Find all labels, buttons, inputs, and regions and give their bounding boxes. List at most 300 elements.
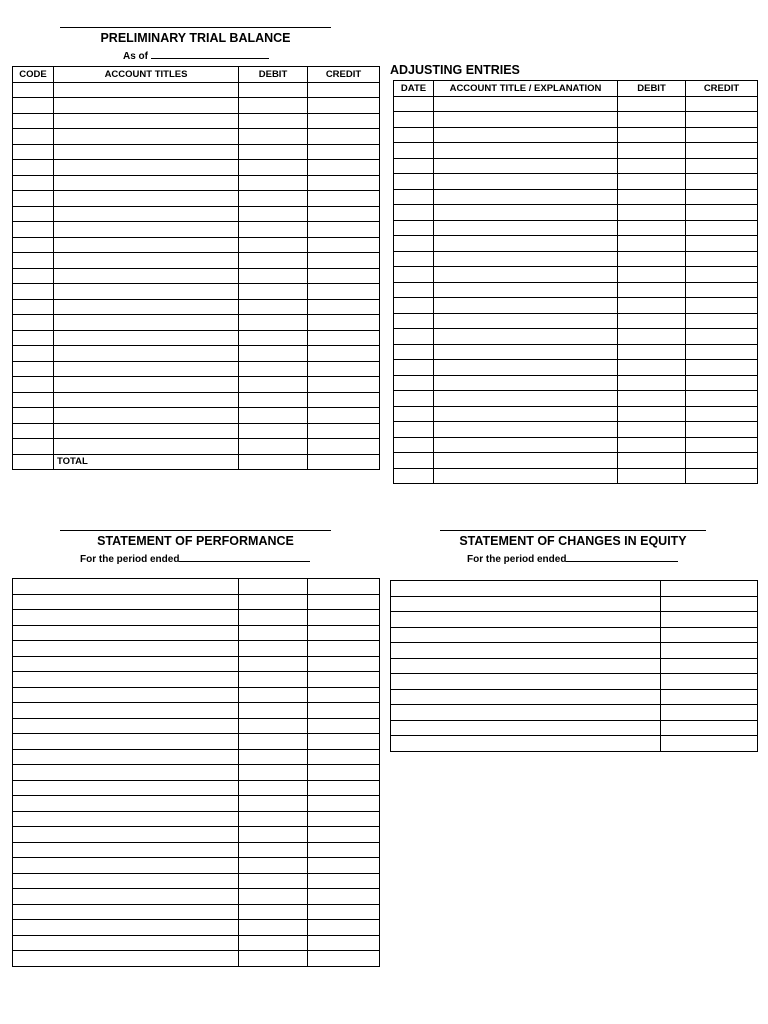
- blank-cell[interactable]: [239, 408, 308, 424]
- blank-cell[interactable]: [13, 346, 54, 362]
- blank-cell[interactable]: [13, 160, 54, 176]
- blank-cell[interactable]: [54, 113, 239, 129]
- blank-cell[interactable]: [308, 206, 380, 222]
- blank-cell[interactable]: [13, 625, 239, 641]
- blank-cell[interactable]: [618, 344, 686, 360]
- blank-cell[interactable]: [394, 313, 434, 329]
- blank-cell[interactable]: [54, 284, 239, 300]
- blank-cell[interactable]: [239, 625, 308, 641]
- blank-cell[interactable]: [618, 236, 686, 252]
- blank-cell[interactable]: [239, 811, 308, 827]
- blank-cell[interactable]: [308, 160, 380, 176]
- blank-cell[interactable]: [239, 718, 308, 734]
- blank-cell[interactable]: [661, 705, 758, 721]
- blank-cell[interactable]: [239, 439, 308, 455]
- blank-cell[interactable]: [434, 453, 618, 469]
- blank-cell[interactable]: [13, 579, 239, 595]
- blank-cell[interactable]: [54, 82, 239, 98]
- blank-cell[interactable]: [239, 454, 308, 470]
- blank-cell[interactable]: [308, 610, 380, 626]
- blank-cell[interactable]: [239, 82, 308, 98]
- blank-cell[interactable]: [239, 765, 308, 781]
- blank-cell[interactable]: [308, 330, 380, 346]
- blank-cell[interactable]: [239, 749, 308, 765]
- blank-cell[interactable]: [54, 175, 239, 191]
- blank-cell[interactable]: [308, 718, 380, 734]
- blank-cell[interactable]: [308, 175, 380, 191]
- blank-cell[interactable]: [308, 439, 380, 455]
- blank-cell[interactable]: [434, 236, 618, 252]
- blank-cell[interactable]: [661, 689, 758, 705]
- blank-cell[interactable]: [239, 330, 308, 346]
- blank-cell[interactable]: [308, 780, 380, 796]
- blank-cell[interactable]: [434, 406, 618, 422]
- blank-cell[interactable]: [239, 206, 308, 222]
- blank-cell[interactable]: [308, 734, 380, 750]
- blank-cell[interactable]: [54, 222, 239, 238]
- blank-cell[interactable]: [434, 189, 618, 205]
- blank-cell[interactable]: [13, 796, 239, 812]
- blank-cell[interactable]: [13, 222, 54, 238]
- blank-cell[interactable]: [394, 422, 434, 438]
- blank-cell[interactable]: [661, 612, 758, 628]
- blank-cell[interactable]: [308, 594, 380, 610]
- blank-cell[interactable]: [308, 113, 380, 129]
- blank-cell[interactable]: [239, 346, 308, 362]
- blank-cell[interactable]: [434, 344, 618, 360]
- blank-cell[interactable]: [13, 672, 239, 688]
- blank-cell[interactable]: [308, 377, 380, 393]
- blank-cell[interactable]: [239, 191, 308, 207]
- blank-cell[interactable]: [54, 315, 239, 331]
- blank-cell[interactable]: [239, 579, 308, 595]
- blank-cell[interactable]: [308, 904, 380, 920]
- blank-cell[interactable]: [391, 658, 661, 674]
- blank-cell[interactable]: [434, 174, 618, 190]
- blank-cell[interactable]: [686, 174, 758, 190]
- blank-cell[interactable]: [13, 920, 239, 936]
- blank-cell[interactable]: [13, 703, 239, 719]
- period-label: For the period ended: [80, 554, 180, 565]
- blank-cell[interactable]: [686, 298, 758, 314]
- blank-cell[interactable]: [686, 422, 758, 438]
- blank-cell[interactable]: [308, 811, 380, 827]
- blank-cell[interactable]: [686, 437, 758, 453]
- blank-cell[interactable]: [239, 703, 308, 719]
- blank-cell[interactable]: [308, 656, 380, 672]
- blank-cell[interactable]: [54, 98, 239, 114]
- blank-cell[interactable]: [434, 391, 618, 407]
- blank-cell[interactable]: [394, 112, 434, 128]
- blank-cell[interactable]: [239, 299, 308, 315]
- blank-cell[interactable]: [308, 82, 380, 98]
- blank-cell[interactable]: [239, 672, 308, 688]
- blank-cell[interactable]: [239, 113, 308, 129]
- blank-cell[interactable]: [686, 360, 758, 376]
- blank-cell[interactable]: [391, 736, 661, 752]
- blank-cell[interactable]: [686, 344, 758, 360]
- blank-cell[interactable]: [686, 375, 758, 391]
- blank-cell[interactable]: [13, 361, 54, 377]
- blank-cell[interactable]: [618, 391, 686, 407]
- blank-cell[interactable]: [686, 406, 758, 422]
- blank-cell[interactable]: [618, 127, 686, 143]
- blank-cell[interactable]: [661, 720, 758, 736]
- blank-cell[interactable]: [308, 253, 380, 269]
- blank-cell[interactable]: [13, 780, 239, 796]
- blank-cell[interactable]: [434, 468, 618, 484]
- blank-cell[interactable]: [434, 437, 618, 453]
- blank-cell[interactable]: [54, 253, 239, 269]
- blank-cell[interactable]: [13, 439, 54, 455]
- blank-cell[interactable]: [54, 299, 239, 315]
- blank-cell[interactable]: [618, 468, 686, 484]
- blank-cell[interactable]: [308, 858, 380, 874]
- blank-cell[interactable]: [239, 315, 308, 331]
- blank-cell[interactable]: [13, 656, 239, 672]
- blank-cell[interactable]: [686, 329, 758, 345]
- blank-cell[interactable]: [308, 454, 380, 470]
- blank-cell[interactable]: [13, 610, 239, 626]
- blank-cell[interactable]: [54, 268, 239, 284]
- blank-cell[interactable]: [308, 237, 380, 253]
- blank-cell[interactable]: [239, 594, 308, 610]
- blank-cell[interactable]: [54, 191, 239, 207]
- blank-cell[interactable]: [308, 672, 380, 688]
- blank-cell[interactable]: [239, 920, 308, 936]
- blank-cell[interactable]: [239, 144, 308, 160]
- blank-cell[interactable]: [13, 253, 54, 269]
- blank-cell[interactable]: [394, 360, 434, 376]
- blank-cell[interactable]: [308, 765, 380, 781]
- blank-cell[interactable]: [13, 904, 239, 920]
- blank-cell[interactable]: [308, 361, 380, 377]
- blank-cell[interactable]: [618, 375, 686, 391]
- blank-cell[interactable]: [13, 765, 239, 781]
- blank-cell[interactable]: [661, 736, 758, 752]
- blank-cell[interactable]: [239, 873, 308, 889]
- blank-cell[interactable]: [308, 920, 380, 936]
- blank-cell[interactable]: [54, 361, 239, 377]
- blank-cell[interactable]: [618, 251, 686, 267]
- blank-cell[interactable]: [618, 437, 686, 453]
- blank-cell[interactable]: [308, 625, 380, 641]
- blank-cell[interactable]: [618, 298, 686, 314]
- blank-cell[interactable]: [239, 904, 308, 920]
- blank-cell[interactable]: [394, 298, 434, 314]
- blank-cell[interactable]: [661, 674, 758, 690]
- blank-cell[interactable]: [239, 656, 308, 672]
- blank-cell[interactable]: [239, 951, 308, 967]
- blank-cell[interactable]: [13, 237, 54, 253]
- blank-cell[interactable]: [434, 267, 618, 283]
- blank-cell[interactable]: [13, 392, 54, 408]
- blank-cell[interactable]: [686, 236, 758, 252]
- blank-cell[interactable]: [13, 82, 54, 98]
- blank-cell[interactable]: [686, 267, 758, 283]
- blank-cell[interactable]: [13, 206, 54, 222]
- blank-cell[interactable]: [308, 889, 380, 905]
- blank-cell[interactable]: [13, 423, 54, 439]
- blank-cell[interactable]: [394, 189, 434, 205]
- blank-cell[interactable]: [13, 175, 54, 191]
- blank-cell[interactable]: [13, 687, 239, 703]
- blank-cell[interactable]: [661, 627, 758, 643]
- blank-cell[interactable]: [54, 392, 239, 408]
- blank-cell[interactable]: [618, 143, 686, 159]
- blank-cell[interactable]: [239, 175, 308, 191]
- blank-cell[interactable]: [239, 889, 308, 905]
- blank-cell[interactable]: [54, 129, 239, 145]
- blank-cell[interactable]: [239, 796, 308, 812]
- blank-cell[interactable]: [308, 842, 380, 858]
- blank-cell[interactable]: [308, 687, 380, 703]
- blank-cell[interactable]: [239, 935, 308, 951]
- blank-cell[interactable]: [686, 313, 758, 329]
- blank-cell[interactable]: [394, 174, 434, 190]
- blank-cell[interactable]: [308, 951, 380, 967]
- blank-cell[interactable]: [308, 641, 380, 657]
- blank-cell[interactable]: [434, 422, 618, 438]
- blank-cell[interactable]: [54, 160, 239, 176]
- blank-cell[interactable]: [308, 579, 380, 595]
- blank-cell[interactable]: [686, 468, 758, 484]
- blank-cell[interactable]: [54, 346, 239, 362]
- blank-cell[interactable]: [239, 284, 308, 300]
- blank-cell[interactable]: [308, 98, 380, 114]
- blank-cell[interactable]: [13, 842, 239, 858]
- blank-cell[interactable]: [54, 237, 239, 253]
- blank-cell[interactable]: [13, 284, 54, 300]
- blank-cell[interactable]: [308, 222, 380, 238]
- blank-cell[interactable]: [13, 594, 239, 610]
- blank-cell[interactable]: [239, 361, 308, 377]
- blank-cell[interactable]: [394, 127, 434, 143]
- blank-cell[interactable]: [239, 129, 308, 145]
- blank-cell[interactable]: [239, 734, 308, 750]
- blank-cell[interactable]: [308, 935, 380, 951]
- blank-cell[interactable]: [394, 329, 434, 345]
- blank-cell[interactable]: [13, 408, 54, 424]
- period-date-field[interactable]: [179, 552, 310, 562]
- blank-cell[interactable]: [394, 205, 434, 221]
- blank-cell[interactable]: [686, 453, 758, 469]
- blank-cell[interactable]: [686, 251, 758, 267]
- blank-cell[interactable]: [394, 344, 434, 360]
- blank-cell[interactable]: [394, 267, 434, 283]
- blank-cell[interactable]: [13, 454, 54, 470]
- blank-cell[interactable]: [686, 220, 758, 236]
- blank-cell[interactable]: [661, 581, 758, 597]
- blank-cell[interactable]: [13, 873, 239, 889]
- blank-cell[interactable]: [618, 282, 686, 298]
- blank-cell[interactable]: [434, 143, 618, 159]
- blank-cell[interactable]: [686, 282, 758, 298]
- blank-cell[interactable]: [618, 174, 686, 190]
- blank-cell[interactable]: [13, 827, 239, 843]
- blank-cell[interactable]: [391, 674, 661, 690]
- blank-cell[interactable]: [239, 610, 308, 626]
- blank-cell[interactable]: [391, 596, 661, 612]
- blank-cell[interactable]: [686, 391, 758, 407]
- blank-cell[interactable]: [434, 96, 618, 112]
- blank-cell[interactable]: [54, 206, 239, 222]
- blank-cell[interactable]: [434, 205, 618, 221]
- blank-cell[interactable]: [54, 144, 239, 160]
- blank-cell[interactable]: [391, 581, 661, 597]
- blank-cell[interactable]: [661, 658, 758, 674]
- blank-cell[interactable]: [308, 749, 380, 765]
- blank-cell[interactable]: [686, 127, 758, 143]
- blank-cell[interactable]: [239, 377, 308, 393]
- blank-cell[interactable]: [308, 703, 380, 719]
- blank-cell[interactable]: [434, 282, 618, 298]
- blank-cell[interactable]: [239, 160, 308, 176]
- blank-cell[interactable]: [394, 453, 434, 469]
- blank-cell[interactable]: [618, 406, 686, 422]
- blank-cell[interactable]: [13, 889, 239, 905]
- blank-cell[interactable]: [394, 375, 434, 391]
- blank-cell[interactable]: [308, 144, 380, 160]
- blank-cell[interactable]: [394, 96, 434, 112]
- blank-cell[interactable]: [391, 705, 661, 721]
- blank-cell[interactable]: [394, 406, 434, 422]
- blank-cell[interactable]: [13, 268, 54, 284]
- blank-cell[interactable]: [434, 251, 618, 267]
- blank-cell[interactable]: [239, 780, 308, 796]
- blank-cell[interactable]: [434, 127, 618, 143]
- blank-cell[interactable]: [394, 468, 434, 484]
- blank-cell[interactable]: [13, 129, 54, 145]
- blank-cell[interactable]: [239, 858, 308, 874]
- blank-cell[interactable]: [434, 329, 618, 345]
- blank-cell[interactable]: [308, 796, 380, 812]
- blank-cell[interactable]: [54, 330, 239, 346]
- blank-cell[interactable]: [618, 329, 686, 345]
- blank-cell[interactable]: [434, 220, 618, 236]
- blank-cell[interactable]: [434, 360, 618, 376]
- blank-cell[interactable]: [391, 643, 661, 659]
- blank-cell[interactable]: [308, 346, 380, 362]
- blank-cell[interactable]: [54, 408, 239, 424]
- blank-cell[interactable]: [239, 423, 308, 439]
- blank-cell[interactable]: [239, 253, 308, 269]
- blank-cell[interactable]: [13, 718, 239, 734]
- blank-cell[interactable]: [686, 143, 758, 159]
- blank-cell[interactable]: [618, 158, 686, 174]
- blank-cell[interactable]: [308, 129, 380, 145]
- blank-cell[interactable]: [308, 191, 380, 207]
- blank-cell[interactable]: [434, 112, 618, 128]
- blank-cell[interactable]: [394, 220, 434, 236]
- blank-cell[interactable]: [434, 298, 618, 314]
- blank-cell[interactable]: [686, 96, 758, 112]
- blank-cell[interactable]: [686, 205, 758, 221]
- blank-cell[interactable]: [661, 643, 758, 659]
- blank-cell[interactable]: [686, 158, 758, 174]
- blank-cell[interactable]: [239, 641, 308, 657]
- blank-cell[interactable]: [686, 189, 758, 205]
- blank-cell[interactable]: [308, 392, 380, 408]
- blank-cell[interactable]: [13, 299, 54, 315]
- blank-cell[interactable]: [13, 315, 54, 331]
- blank-cell[interactable]: [308, 299, 380, 315]
- blank-cell[interactable]: [54, 439, 239, 455]
- as-of-date-field[interactable]: [151, 49, 269, 59]
- blank-cell[interactable]: [13, 951, 239, 967]
- blank-cell[interactable]: [618, 112, 686, 128]
- blank-cell[interactable]: [13, 144, 54, 160]
- blank-cell[interactable]: [391, 720, 661, 736]
- blank-cell[interactable]: [618, 96, 686, 112]
- blank-cell[interactable]: [13, 377, 54, 393]
- blank-cell[interactable]: [239, 268, 308, 284]
- blank-cell[interactable]: [308, 315, 380, 331]
- blank-cell[interactable]: [239, 827, 308, 843]
- blank-cell[interactable]: [239, 842, 308, 858]
- blank-cell[interactable]: [13, 113, 54, 129]
- blank-cell[interactable]: [13, 98, 54, 114]
- blank-cell[interactable]: [391, 612, 661, 628]
- blank-cell[interactable]: [239, 222, 308, 238]
- blank-cell[interactable]: [13, 935, 239, 951]
- blank-cell[interactable]: [13, 330, 54, 346]
- blank-cell[interactable]: [434, 375, 618, 391]
- blank-cell[interactable]: [308, 827, 380, 843]
- blank-cell[interactable]: [661, 596, 758, 612]
- blank-cell[interactable]: [394, 251, 434, 267]
- blank-cell[interactable]: [13, 191, 54, 207]
- blank-cell[interactable]: [391, 627, 661, 643]
- blank-cell[interactable]: [308, 284, 380, 300]
- blank-cell[interactable]: [239, 392, 308, 408]
- blank-cell[interactable]: [13, 734, 239, 750]
- blank-cell[interactable]: [618, 267, 686, 283]
- blank-cell[interactable]: [618, 422, 686, 438]
- blank-cell[interactable]: [13, 749, 239, 765]
- blank-cell[interactable]: [239, 687, 308, 703]
- blank-cell[interactable]: [308, 873, 380, 889]
- blank-cell[interactable]: [686, 112, 758, 128]
- blank-cell[interactable]: [308, 408, 380, 424]
- blank-cell[interactable]: [391, 689, 661, 705]
- blank-cell[interactable]: [308, 268, 380, 284]
- blank-cell[interactable]: [618, 220, 686, 236]
- blank-cell[interactable]: [618, 189, 686, 205]
- blank-cell[interactable]: [434, 158, 618, 174]
- blank-cell[interactable]: [394, 143, 434, 159]
- blank-cell[interactable]: [54, 423, 239, 439]
- period-date-field[interactable]: [566, 552, 678, 562]
- blank-cell[interactable]: [434, 313, 618, 329]
- blank-cell[interactable]: [394, 236, 434, 252]
- blank-cell[interactable]: [13, 641, 239, 657]
- blank-cell[interactable]: [618, 360, 686, 376]
- blank-cell[interactable]: [239, 237, 308, 253]
- blank-cell[interactable]: [618, 205, 686, 221]
- blank-cell[interactable]: [239, 98, 308, 114]
- blank-cell[interactable]: [618, 453, 686, 469]
- blank-cell[interactable]: [618, 313, 686, 329]
- blank-cell[interactable]: [13, 811, 239, 827]
- blank-cell[interactable]: [13, 858, 239, 874]
- blank-cell[interactable]: [54, 377, 239, 393]
- blank-cell[interactable]: [394, 437, 434, 453]
- blank-cell[interactable]: [394, 391, 434, 407]
- blank-cell[interactable]: [394, 282, 434, 298]
- blank-cell[interactable]: [394, 158, 434, 174]
- blank-cell[interactable]: [308, 423, 380, 439]
